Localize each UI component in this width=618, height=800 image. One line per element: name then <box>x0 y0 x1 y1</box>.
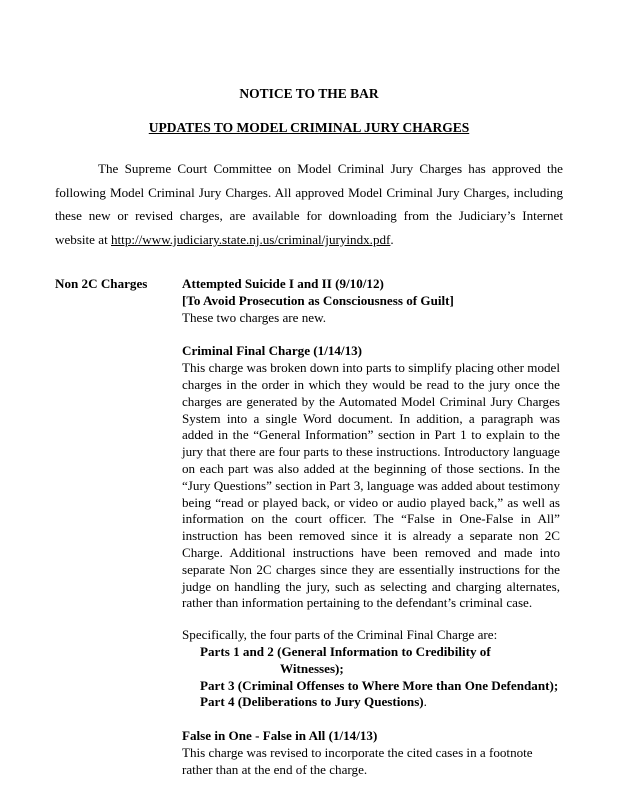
entry-subtitle-attempted-suicide: [To Avoid Prosecution as Consciousness of Guilt] <box>182 292 454 308</box>
juryindx-link[interactable]: http://www.judiciary.state.nj.us/criminal/juryindx.pdf <box>111 231 391 247</box>
charges-column <box>182 276 560 779</box>
page-subtitle: UPDATES TO MODEL CRIMINAL JURY CHARGES <box>148 120 470 135</box>
part-1-2: Parts 1 and 2 (General Information to Credibility of <box>200 643 491 659</box>
part-4-line <box>200 694 560 711</box>
section-label: Non 2C Charges <box>55 276 148 291</box>
intro-paragraph <box>55 157 563 251</box>
entry-title-attempted-suicide: Attempted Suicide I and II (9/10/12) <box>182 276 384 291</box>
intro-text-block <box>55 157 563 251</box>
entry-body-false-in-one: This charge was revised to incorporate the cited cases in a footnote rather than at the end of the charge. <box>182 744 533 777</box>
parts-list <box>200 644 560 711</box>
part-4: Part 4 (Deliberations to Jury Questions) <box>200 694 424 710</box>
page-title: NOTICE TO THE BAR <box>239 86 379 101</box>
part-1-2-continued: Witnesses); <box>280 660 344 676</box>
entry-title-false-in-one: False in One - False in All (1/14/13) <box>182 728 378 744</box>
part-4-end: . <box>423 694 427 710</box>
entry-title-criminal-final-charge: Criminal Final Charge (1/14/13) <box>182 343 363 359</box>
intro-text: The Supreme Court Committee on Model Criminal Jury Charges has approved the following Model Criminal Jury Charges. All approved Model Criminal Jury Charges, including these new or revised charges, are available for downloading from the Judiciary’s Internet website at <box>55 161 563 247</box>
part-3: Part 3 (Criminal Offenses to Where More than One Defendant); <box>200 677 559 693</box>
entry-body-criminal-final-charge: This charge was broken down into parts to simplify placing other model charges in the order in which they would be read to the jury once the charges are generated by the Automated Model Criminal Jury Charges System into a single Word document. In addition, a paragraph was added in the “General Information” section in Part 1 to explain to the jury that there are four parts to these instructions. Introductory language on each part was also added at the beginning of those sections. In the “Jury Questions” section in Part 3, language was added about testimony being “read or played back, or video or audio played back,” as well as information on the court officer. The “False in One-False in All” instruction has been removed since it is already a separate non 2C Charge. Additional instructions have been removed and made into separate Non 2C charges since they are essentially instructions for the judge on handling the jury, such as selecting and charging alternates, rather than information pertaining to the defendant’s criminal case. <box>182 360 560 611</box>
entry-body-attempted-suicide: These two charges are new. <box>182 309 326 325</box>
parts-intro: Specifically, the four parts of the Criminal Final Charge are: <box>182 627 498 643</box>
intro-end: . <box>390 231 394 247</box>
